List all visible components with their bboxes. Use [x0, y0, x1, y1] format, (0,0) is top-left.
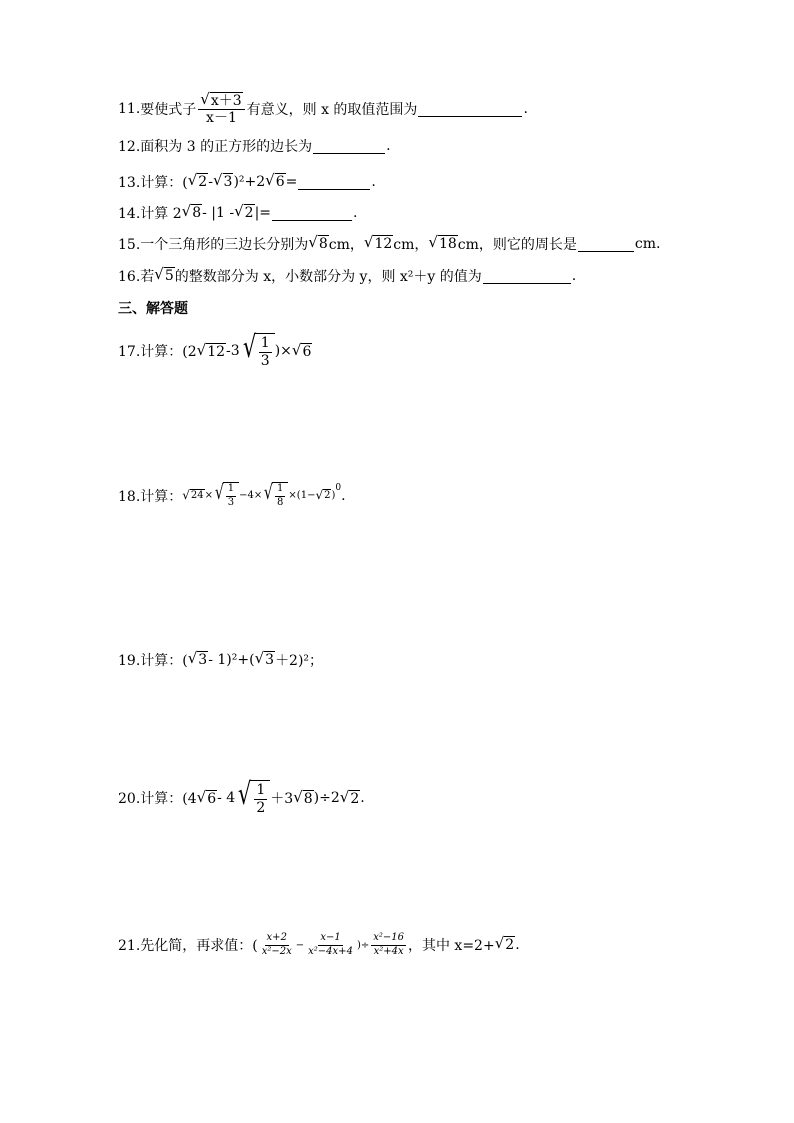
question-17 — [118, 330, 312, 370]
question-14 — [118, 203, 358, 223]
radical: √ 3 — [187, 649, 208, 669]
period: . — [386, 138, 391, 154]
radical-fraction: √ $\frac{1}{2}$ — [235, 780, 270, 817]
period: . — [371, 174, 376, 190]
radical: √ 24 — [182, 488, 204, 503]
question-text: 19.计算：( — [118, 653, 188, 669]
operator: −4× — [239, 490, 263, 501]
question-text: 12.面积为 3 的正方形的边长为 — [118, 139, 313, 155]
question-text: cm，则它的周长是 — [457, 237, 577, 253]
question-text: 17.计算：(2 — [118, 344, 197, 361]
question-text: 16.若 — [118, 269, 155, 285]
period: . — [360, 790, 365, 807]
period: . — [523, 101, 528, 118]
fraction: $\frac{\text{x²−16}}{\text{x²+4x}}$ — [373, 932, 404, 957]
fraction: $\frac{x+2}{\text{x²−2x}}$ — [261, 932, 292, 957]
equals: |= — [254, 205, 272, 221]
unit-text: cm， — [328, 237, 364, 253]
question-text: 的整数部分为 x，小数部分为 y，则 x²＋y 的值为 — [174, 269, 482, 285]
radical: √ 2 — [494, 934, 515, 954]
answer-blank[interactable] — [298, 175, 370, 190]
period: . — [515, 937, 520, 953]
radical: √ 2 — [339, 787, 360, 807]
question-text: 要使式子 — [140, 102, 197, 119]
question-text: 21.先化简，再求值：( — [118, 938, 258, 954]
operator: -3 — [226, 343, 240, 360]
expression-text: )÷2 — [313, 790, 340, 807]
operator: × — [204, 490, 214, 501]
radical-fraction: √ $\frac{1}{3}$ — [213, 482, 239, 509]
radical: √ 5 — [154, 265, 174, 285]
radical: √ 3 — [212, 171, 233, 191]
section-title — [118, 298, 188, 318]
question-number: 11. — [118, 101, 141, 118]
question-11 — [118, 92, 528, 127]
radical: √ 8 — [293, 787, 313, 807]
question-15 — [118, 234, 660, 254]
radical: √ 18 — [428, 233, 457, 253]
operator: - — [208, 174, 213, 190]
radical: √ 6 — [265, 171, 285, 191]
question-text: 20.计算：(4 — [118, 791, 197, 808]
question-text: 15.一个三角形的三边长分别为 — [118, 237, 309, 253]
fraction-denominator: x－1 — [206, 110, 237, 127]
answer-blank[interactable] — [313, 139, 385, 154]
question-text: 13.计算：( — [118, 175, 188, 191]
radical: √ 6 — [291, 340, 312, 360]
question-text: ，其中 x=2+ — [407, 938, 495, 954]
radical: √ 6 — [196, 787, 217, 807]
unit-text: cm. — [634, 236, 661, 252]
unit-text: cm， — [393, 237, 429, 253]
section-heading: 三、解答题 — [118, 301, 188, 317]
radical-fraction: √ $\frac{1}{3}$ — [240, 333, 275, 370]
question-text: 14.计算 2 — [118, 206, 182, 222]
question-13 — [118, 172, 376, 192]
fraction-expression — [198, 92, 244, 127]
exponent: 0 — [335, 482, 342, 493]
operator: - 4 — [217, 790, 236, 807]
period: . — [341, 487, 346, 504]
question-16 — [118, 266, 576, 286]
radical: √ 3 — [254, 649, 275, 669]
radical: √ 12 — [363, 233, 393, 253]
expression-text: - |1 - — [202, 205, 235, 221]
question-19 — [118, 650, 323, 670]
question-21 — [118, 932, 520, 958]
radical: √ 8 — [181, 202, 202, 222]
question-12 — [118, 136, 391, 156]
radical: √ 2 — [234, 202, 254, 222]
answer-blank[interactable] — [578, 237, 634, 252]
equals: = — [285, 174, 298, 190]
expression-text: )²+2 — [233, 174, 266, 190]
operator: ＋3 — [270, 791, 294, 808]
period: . — [353, 205, 358, 221]
radical: √ x＋3 — [200, 90, 242, 109]
period: . — [571, 268, 577, 284]
answer-blank[interactable] — [418, 102, 522, 117]
expression-text: )× — [274, 343, 292, 360]
question-text: 18.计算： — [118, 488, 183, 505]
expression-text: ＋2)²； — [275, 653, 324, 669]
operator: )÷ — [356, 939, 370, 951]
radical: √ 12 — [196, 340, 226, 360]
question-20 — [118, 777, 365, 817]
expression-text: ×(1− — [288, 490, 316, 501]
radical: √ 2 — [315, 488, 331, 503]
fraction: $\frac{x-1}{\text{x²−4x+4}}$ — [308, 932, 353, 957]
answer-blank[interactable] — [272, 206, 352, 221]
question-text: 有意义，则 x 的取值范围为 — [246, 102, 418, 119]
answer-blank[interactable] — [483, 269, 571, 284]
radical: √ 2 — [187, 171, 208, 191]
radical: √ 8 — [308, 233, 328, 253]
radical-fraction: √ $\frac{1}{8}$ — [262, 482, 288, 509]
operator: − — [295, 939, 305, 951]
expression-text: ) — [331, 490, 336, 501]
question-18 — [118, 482, 346, 509]
expression-text: - 1)²+( — [208, 652, 255, 668]
